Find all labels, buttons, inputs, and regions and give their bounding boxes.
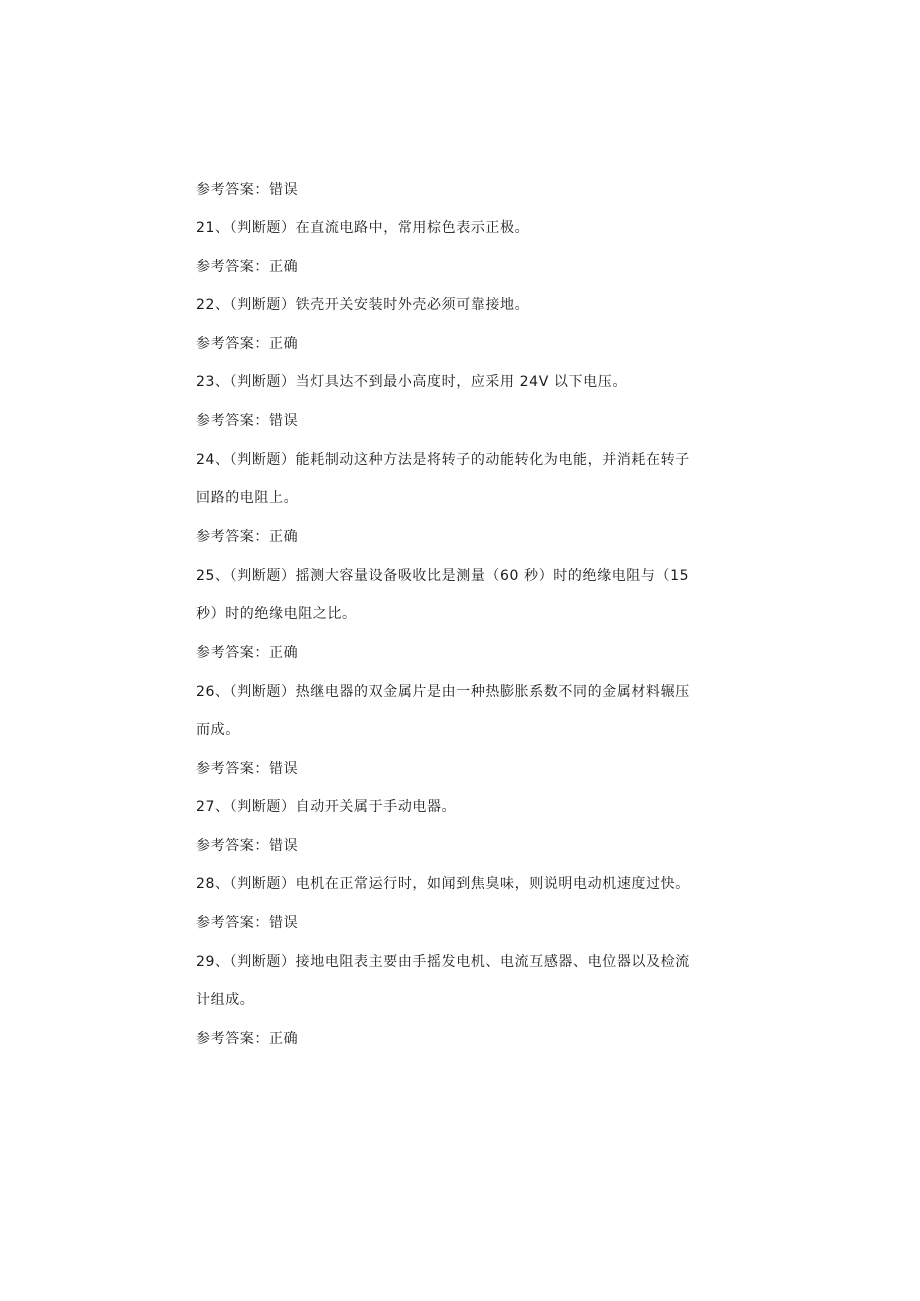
question-number: 29、 [196, 954, 230, 970]
question-number: 21、 [196, 220, 230, 236]
answer-value: 错误 [269, 915, 299, 931]
question-number: 23、 [196, 374, 230, 390]
question-23 [196, 372, 627, 392]
question-number: 22、 [196, 297, 230, 313]
question-text: 而成。 [196, 722, 240, 738]
answer-line [196, 913, 298, 933]
question-text: 热继电器的双金属片是由一种热膨胀系数不同的金属材料辗压 [295, 684, 690, 700]
question-type: （判断题） [229, 297, 296, 313]
question-type: （判断题） [229, 876, 296, 892]
question-type: （判断题） [229, 220, 296, 236]
answer-label: 参考答案： [196, 915, 269, 931]
answer-line [196, 836, 298, 856]
answer-label: 参考答案： [196, 336, 269, 352]
answer-label: 参考答案： [196, 529, 269, 545]
question-text: 能耗制动这种方法是将转子的动能转化为电能，并消耗在转子 [295, 452, 690, 468]
question-text: 接地电阻表主要由手摇发电机、电流互感器、电位器以及检流 [295, 954, 690, 970]
question-text: 自动开关属于手动电器。 [295, 799, 457, 815]
question-25-continuation [196, 604, 357, 624]
question-type: （判断题） [229, 374, 296, 390]
answer-label: 参考答案： [196, 838, 269, 854]
answer-label: 参考答案： [196, 761, 269, 777]
question-number: 24、 [196, 452, 230, 468]
answer-line [196, 411, 298, 431]
question-type: （判断题） [229, 568, 296, 584]
answer-line [196, 334, 298, 354]
answer-line [196, 643, 298, 663]
answer-label: 参考答案： [196, 645, 269, 661]
question-number: 28、 [196, 876, 230, 892]
question-22 [196, 295, 529, 315]
question-text: 在直流电路中，常用棕色表示正极。 [295, 220, 530, 236]
question-29-continuation [196, 990, 254, 1010]
question-text: 计组成。 [196, 992, 255, 1008]
question-26 [196, 682, 690, 702]
question-type: （判断题） [229, 684, 296, 700]
question-21 [196, 218, 529, 238]
question-number: 25、 [196, 568, 230, 584]
answer-value: 错误 [269, 838, 299, 854]
question-24 [196, 450, 690, 470]
question-text: 摇测大容量设备吸收比是测量（60 秒）时的绝缘电阻与（15 [295, 568, 690, 584]
question-text: 当灯具达不到最小高度时，应采用 24V 以下电压。 [295, 374, 627, 390]
question-25 [196, 566, 689, 586]
question-29 [196, 952, 690, 972]
question-type: （判断题） [229, 452, 296, 468]
question-text: 铁壳开关安装时外壳必须可靠接地。 [295, 297, 530, 313]
answer-value: 正确 [269, 1031, 299, 1047]
question-number: 26、 [196, 684, 230, 700]
answer-label: 参考答案： [196, 1031, 269, 1047]
answer-value: 错误 [269, 182, 299, 198]
question-26-continuation [196, 720, 240, 740]
answer-value: 正确 [269, 645, 299, 661]
question-text: 回路的电阻上。 [196, 490, 299, 506]
answer-line [196, 1029, 298, 1049]
answer-line [196, 257, 298, 277]
answer-value: 正确 [269, 336, 299, 352]
answer-value: 错误 [269, 413, 299, 429]
answer-line [196, 180, 298, 200]
question-27 [196, 797, 456, 817]
answer-value: 正确 [269, 529, 299, 545]
question-number: 27、 [196, 799, 230, 815]
question-text: 秒）时的绝缘电阻之比。 [196, 606, 357, 622]
answer-line [196, 527, 298, 547]
answer-label: 参考答案： [196, 182, 269, 198]
question-type: （判断题） [229, 799, 296, 815]
answer-line [196, 759, 298, 779]
question-text: 电机在正常运行时，如闻到焦臭味，则说明电动机速度过快。 [295, 876, 690, 892]
answer-value: 正确 [269, 259, 299, 275]
answer-label: 参考答案： [196, 413, 269, 429]
answer-value: 错误 [269, 761, 299, 777]
question-type: （判断题） [229, 954, 296, 970]
question-24-continuation [196, 488, 298, 508]
question-28 [196, 874, 690, 894]
answer-label: 参考答案： [196, 259, 269, 275]
